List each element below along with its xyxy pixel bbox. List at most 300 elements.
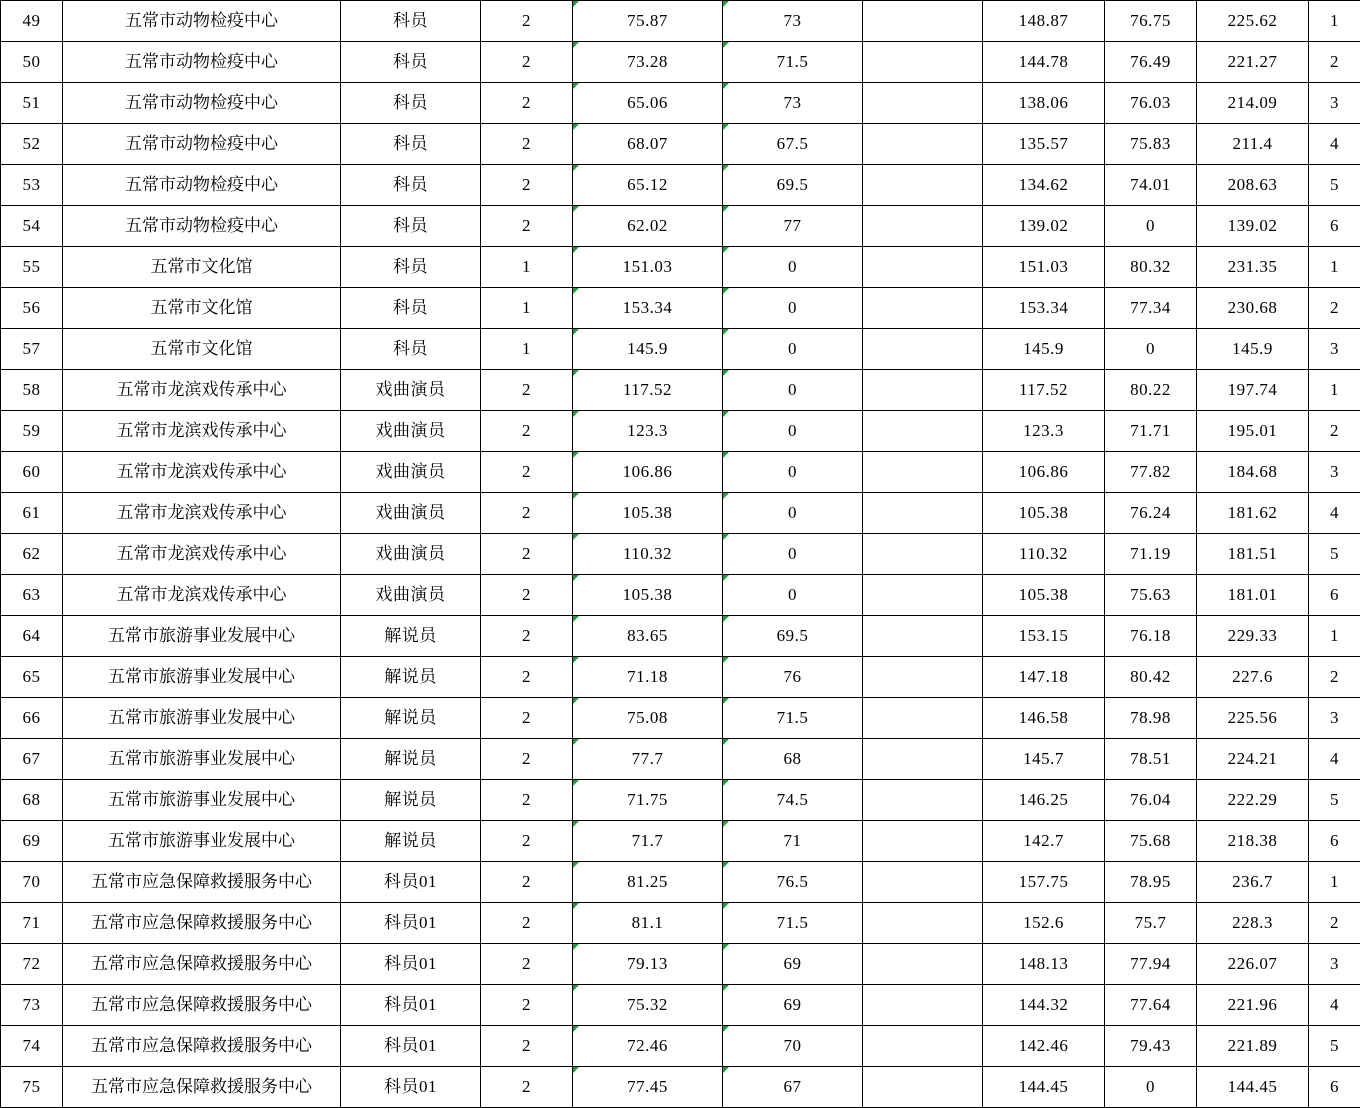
written-score[interactable]: 151.03 <box>573 247 723 288</box>
row-index[interactable]: 54 <box>1 206 63 247</box>
written-score[interactable]: 83.65 <box>573 616 723 657</box>
written-total[interactable]: 144.32 <box>983 985 1105 1026</box>
rank-value[interactable]: 3 <box>1309 698 1360 739</box>
post-name[interactable]: 解说员 <box>341 780 481 821</box>
interview-score[interactable]: 77.94 <box>1105 944 1197 985</box>
recruit-count[interactable]: 2 <box>481 42 573 83</box>
interview-score[interactable]: 0 <box>1105 329 1197 370</box>
unit-name[interactable]: 五常市龙滨戏传承中心 <box>63 411 341 452</box>
unit-name[interactable]: 五常市应急保障救援服务中心 <box>63 985 341 1026</box>
written-score[interactable]: 68.07 <box>573 124 723 165</box>
written-score[interactable]: 62.02 <box>573 206 723 247</box>
row-index[interactable]: 65 <box>1 657 63 698</box>
recruit-count[interactable]: 2 <box>481 83 573 124</box>
recruit-count[interactable]: 1 <box>481 247 573 288</box>
post-name[interactable]: 科员 <box>341 206 481 247</box>
final-total[interactable]: 184.68 <box>1197 452 1309 493</box>
written-total[interactable]: 144.78 <box>983 42 1105 83</box>
interview-score[interactable]: 76.49 <box>1105 42 1197 83</box>
recruit-count[interactable]: 2 <box>481 903 573 944</box>
post-name[interactable]: 戏曲演员 <box>341 493 481 534</box>
final-total[interactable]: 224.21 <box>1197 739 1309 780</box>
written-score[interactable]: 65.06 <box>573 83 723 124</box>
post-name[interactable]: 戏曲演员 <box>341 411 481 452</box>
unit-name[interactable]: 五常市应急保障救援服务中心 <box>63 944 341 985</box>
unit-name[interactable]: 五常市动物检疫中心 <box>63 83 341 124</box>
interview-score[interactable]: 80.32 <box>1105 247 1197 288</box>
bonus-score[interactable]: 69 <box>723 985 863 1026</box>
row-index[interactable]: 61 <box>1 493 63 534</box>
post-name[interactable]: 科员 <box>341 1 481 42</box>
recruit-count[interactable]: 2 <box>481 534 573 575</box>
unit-name[interactable]: 五常市文化馆 <box>63 329 341 370</box>
post-name[interactable]: 解说员 <box>341 698 481 739</box>
blank-cell[interactable] <box>863 411 983 452</box>
written-score[interactable]: 71.18 <box>573 657 723 698</box>
blank-cell[interactable] <box>863 1026 983 1067</box>
unit-name[interactable]: 五常市旅游事业发展中心 <box>63 616 341 657</box>
rank-value[interactable]: 3 <box>1309 944 1360 985</box>
rank-value[interactable]: 6 <box>1309 821 1360 862</box>
unit-name[interactable]: 五常市应急保障救援服务中心 <box>63 903 341 944</box>
interview-score[interactable]: 80.22 <box>1105 370 1197 411</box>
interview-score[interactable]: 77.34 <box>1105 288 1197 329</box>
bonus-score[interactable]: 67.5 <box>723 124 863 165</box>
unit-name[interactable]: 五常市动物检疫中心 <box>63 1 341 42</box>
interview-score[interactable]: 80.42 <box>1105 657 1197 698</box>
written-total[interactable]: 105.38 <box>983 575 1105 616</box>
unit-name[interactable]: 五常市动物检疫中心 <box>63 206 341 247</box>
interview-score[interactable]: 78.95 <box>1105 862 1197 903</box>
row-index[interactable]: 74 <box>1 1026 63 1067</box>
written-total[interactable]: 142.7 <box>983 821 1105 862</box>
blank-cell[interactable] <box>863 493 983 534</box>
final-total[interactable]: 197.74 <box>1197 370 1309 411</box>
unit-name[interactable]: 五常市应急保障救援服务中心 <box>63 1026 341 1067</box>
blank-cell[interactable] <box>863 1067 983 1108</box>
final-total[interactable]: 236.7 <box>1197 862 1309 903</box>
written-score[interactable]: 71.75 <box>573 780 723 821</box>
bonus-score[interactable]: 0 <box>723 575 863 616</box>
written-score[interactable]: 65.12 <box>573 165 723 206</box>
written-total[interactable]: 146.25 <box>983 780 1105 821</box>
bonus-score[interactable]: 71.5 <box>723 903 863 944</box>
written-score[interactable]: 77.45 <box>573 1067 723 1108</box>
unit-name[interactable]: 五常市旅游事业发展中心 <box>63 780 341 821</box>
interview-score[interactable]: 79.43 <box>1105 1026 1197 1067</box>
final-total[interactable]: 218.38 <box>1197 821 1309 862</box>
interview-score[interactable]: 78.51 <box>1105 739 1197 780</box>
row-index[interactable]: 51 <box>1 83 63 124</box>
unit-name[interactable]: 五常市龙滨戏传承中心 <box>63 370 341 411</box>
written-score[interactable]: 81.1 <box>573 903 723 944</box>
final-total[interactable]: 181.01 <box>1197 575 1309 616</box>
unit-name[interactable]: 五常市龙滨戏传承中心 <box>63 575 341 616</box>
bonus-score[interactable]: 0 <box>723 370 863 411</box>
written-score[interactable]: 73.28 <box>573 42 723 83</box>
blank-cell[interactable] <box>863 124 983 165</box>
post-name[interactable]: 科员01 <box>341 944 481 985</box>
post-name[interactable]: 科员 <box>341 247 481 288</box>
final-total[interactable]: 221.89 <box>1197 1026 1309 1067</box>
recruit-count[interactable]: 2 <box>481 739 573 780</box>
final-total[interactable]: 222.29 <box>1197 780 1309 821</box>
rank-value[interactable]: 5 <box>1309 780 1360 821</box>
post-name[interactable]: 戏曲演员 <box>341 452 481 493</box>
recruit-count[interactable]: 2 <box>481 165 573 206</box>
blank-cell[interactable] <box>863 698 983 739</box>
bonus-score[interactable]: 69 <box>723 944 863 985</box>
post-name[interactable]: 解说员 <box>341 821 481 862</box>
written-total[interactable]: 148.13 <box>983 944 1105 985</box>
written-score[interactable]: 105.38 <box>573 575 723 616</box>
rank-value[interactable]: 1 <box>1309 862 1360 903</box>
final-total[interactable]: 225.56 <box>1197 698 1309 739</box>
written-total[interactable]: 153.34 <box>983 288 1105 329</box>
row-index[interactable]: 49 <box>1 1 63 42</box>
rank-value[interactable]: 6 <box>1309 575 1360 616</box>
interview-score[interactable]: 75.68 <box>1105 821 1197 862</box>
recruit-count[interactable]: 1 <box>481 329 573 370</box>
rank-value[interactable]: 2 <box>1309 411 1360 452</box>
row-index[interactable]: 64 <box>1 616 63 657</box>
post-name[interactable]: 戏曲演员 <box>341 575 481 616</box>
post-name[interactable]: 解说员 <box>341 739 481 780</box>
post-name[interactable]: 科员01 <box>341 985 481 1026</box>
blank-cell[interactable] <box>863 575 983 616</box>
rank-value[interactable]: 1 <box>1309 1 1360 42</box>
interview-score[interactable]: 77.64 <box>1105 985 1197 1026</box>
unit-name[interactable]: 五常市应急保障救援服务中心 <box>63 1067 341 1108</box>
interview-score[interactable]: 76.75 <box>1105 1 1197 42</box>
final-total[interactable]: 227.6 <box>1197 657 1309 698</box>
row-index[interactable]: 50 <box>1 42 63 83</box>
post-name[interactable]: 科员 <box>341 288 481 329</box>
bonus-score[interactable]: 0 <box>723 411 863 452</box>
written-total[interactable]: 139.02 <box>983 206 1105 247</box>
post-name[interactable]: 科员 <box>341 165 481 206</box>
written-total[interactable]: 145.9 <box>983 329 1105 370</box>
bonus-score[interactable]: 71.5 <box>723 698 863 739</box>
final-total[interactable]: 231.35 <box>1197 247 1309 288</box>
unit-name[interactable]: 五常市动物检疫中心 <box>63 42 341 83</box>
unit-name[interactable]: 五常市龙滨戏传承中心 <box>63 493 341 534</box>
blank-cell[interactable] <box>863 329 983 370</box>
unit-name[interactable]: 五常市动物检疫中心 <box>63 124 341 165</box>
written-total[interactable]: 152.6 <box>983 903 1105 944</box>
row-index[interactable]: 63 <box>1 575 63 616</box>
unit-name[interactable]: 五常市龙滨戏传承中心 <box>63 452 341 493</box>
bonus-score[interactable]: 0 <box>723 247 863 288</box>
blank-cell[interactable] <box>863 657 983 698</box>
post-name[interactable]: 科员 <box>341 83 481 124</box>
written-score[interactable]: 117.52 <box>573 370 723 411</box>
bonus-score[interactable]: 67 <box>723 1067 863 1108</box>
recruit-count[interactable]: 2 <box>481 985 573 1026</box>
final-total[interactable]: 208.63 <box>1197 165 1309 206</box>
row-index[interactable]: 70 <box>1 862 63 903</box>
row-index[interactable]: 71 <box>1 903 63 944</box>
bonus-score[interactable]: 76.5 <box>723 862 863 903</box>
row-index[interactable]: 52 <box>1 124 63 165</box>
unit-name[interactable]: 五常市龙滨戏传承中心 <box>63 534 341 575</box>
interview-score[interactable]: 77.82 <box>1105 452 1197 493</box>
blank-cell[interactable] <box>863 42 983 83</box>
post-name[interactable]: 戏曲演员 <box>341 370 481 411</box>
row-index[interactable]: 53 <box>1 165 63 206</box>
rank-value[interactable]: 5 <box>1309 534 1360 575</box>
interview-score[interactable]: 0 <box>1105 206 1197 247</box>
recruit-count[interactable]: 2 <box>481 1067 573 1108</box>
interview-score[interactable]: 71.19 <box>1105 534 1197 575</box>
unit-name[interactable]: 五常市旅游事业发展中心 <box>63 821 341 862</box>
written-total[interactable]: 117.52 <box>983 370 1105 411</box>
written-total[interactable]: 151.03 <box>983 247 1105 288</box>
bonus-score[interactable]: 68 <box>723 739 863 780</box>
row-index[interactable]: 67 <box>1 739 63 780</box>
row-index[interactable]: 57 <box>1 329 63 370</box>
row-index[interactable]: 73 <box>1 985 63 1026</box>
bonus-score[interactable]: 69.5 <box>723 616 863 657</box>
written-total[interactable]: 106.86 <box>983 452 1105 493</box>
blank-cell[interactable] <box>863 534 983 575</box>
rank-value[interactable]: 2 <box>1309 657 1360 698</box>
bonus-score[interactable]: 73 <box>723 1 863 42</box>
recruit-count[interactable]: 2 <box>481 411 573 452</box>
written-score[interactable]: 77.7 <box>573 739 723 780</box>
written-total[interactable]: 146.58 <box>983 698 1105 739</box>
final-total[interactable]: 181.51 <box>1197 534 1309 575</box>
table-row <box>1 329 1360 370</box>
blank-cell[interactable] <box>863 288 983 329</box>
blank-cell[interactable] <box>863 370 983 411</box>
blank-cell[interactable] <box>863 944 983 985</box>
rank-value[interactable]: 2 <box>1309 903 1360 944</box>
recruit-count[interactable]: 1 <box>481 288 573 329</box>
interview-score[interactable]: 78.98 <box>1105 698 1197 739</box>
unit-name[interactable]: 五常市旅游事业发展中心 <box>63 698 341 739</box>
unit-name[interactable]: 五常市旅游事业发展中心 <box>63 657 341 698</box>
final-total[interactable]: 226.07 <box>1197 944 1309 985</box>
table-row <box>1 862 1360 903</box>
bonus-score[interactable]: 77 <box>723 206 863 247</box>
rank-value[interactable]: 1 <box>1309 370 1360 411</box>
blank-cell[interactable] <box>863 165 983 206</box>
rank-value[interactable]: 6 <box>1309 206 1360 247</box>
written-score[interactable]: 105.38 <box>573 493 723 534</box>
recruit-count[interactable]: 2 <box>481 657 573 698</box>
recruit-count[interactable]: 2 <box>481 616 573 657</box>
bonus-score[interactable]: 0 <box>723 534 863 575</box>
recruit-count[interactable]: 2 <box>481 124 573 165</box>
recruit-count[interactable]: 2 <box>481 944 573 985</box>
row-index[interactable]: 68 <box>1 780 63 821</box>
final-total[interactable]: 211.4 <box>1197 124 1309 165</box>
rank-value[interactable]: 4 <box>1309 985 1360 1026</box>
written-score[interactable]: 71.7 <box>573 821 723 862</box>
written-score[interactable]: 75.87 <box>573 1 723 42</box>
row-index[interactable]: 56 <box>1 288 63 329</box>
written-total[interactable]: 147.18 <box>983 657 1105 698</box>
interview-score[interactable]: 76.04 <box>1105 780 1197 821</box>
final-total[interactable]: 228.3 <box>1197 903 1309 944</box>
rank-value[interactable]: 4 <box>1309 739 1360 780</box>
blank-cell[interactable] <box>863 985 983 1026</box>
final-total[interactable]: 230.68 <box>1197 288 1309 329</box>
bonus-score[interactable]: 74.5 <box>723 780 863 821</box>
bonus-score[interactable]: 0 <box>723 288 863 329</box>
unit-name[interactable]: 五常市文化馆 <box>63 288 341 329</box>
blank-cell[interactable] <box>863 780 983 821</box>
final-total[interactable]: 181.62 <box>1197 493 1309 534</box>
written-score[interactable]: 75.08 <box>573 698 723 739</box>
interview-score[interactable]: 75.63 <box>1105 575 1197 616</box>
rank-value[interactable]: 2 <box>1309 42 1360 83</box>
written-score[interactable]: 145.9 <box>573 329 723 370</box>
rank-value[interactable]: 1 <box>1309 247 1360 288</box>
post-name[interactable]: 科员 <box>341 329 481 370</box>
bonus-score[interactable]: 70 <box>723 1026 863 1067</box>
bonus-score[interactable]: 0 <box>723 493 863 534</box>
bonus-score[interactable]: 73 <box>723 83 863 124</box>
bonus-score[interactable]: 0 <box>723 329 863 370</box>
post-name[interactable]: 解说员 <box>341 657 481 698</box>
final-total[interactable]: 144.45 <box>1197 1067 1309 1108</box>
post-name[interactable]: 解说员 <box>341 616 481 657</box>
row-index[interactable]: 62 <box>1 534 63 575</box>
recruit-count[interactable]: 2 <box>481 452 573 493</box>
blank-cell[interactable] <box>863 1 983 42</box>
blank-cell[interactable] <box>863 616 983 657</box>
written-score[interactable]: 153.34 <box>573 288 723 329</box>
written-total[interactable]: 157.75 <box>983 862 1105 903</box>
post-name[interactable]: 科员01 <box>341 1026 481 1067</box>
rank-value[interactable]: 6 <box>1309 1067 1360 1108</box>
written-score[interactable]: 81.25 <box>573 862 723 903</box>
row-index[interactable]: 58 <box>1 370 63 411</box>
post-name[interactable]: 科员01 <box>341 862 481 903</box>
written-total[interactable]: 123.3 <box>983 411 1105 452</box>
written-total[interactable]: 135.57 <box>983 124 1105 165</box>
table-row <box>1 739 1360 780</box>
post-name[interactable]: 科员 <box>341 124 481 165</box>
written-total[interactable]: 144.45 <box>983 1067 1105 1108</box>
rank-value[interactable]: 1 <box>1309 616 1360 657</box>
unit-name[interactable]: 五常市应急保障救援服务中心 <box>63 862 341 903</box>
blank-cell[interactable] <box>863 83 983 124</box>
unit-name[interactable]: 五常市旅游事业发展中心 <box>63 739 341 780</box>
row-index[interactable]: 75 <box>1 1067 63 1108</box>
rank-value[interactable]: 3 <box>1309 329 1360 370</box>
row-index[interactable]: 66 <box>1 698 63 739</box>
unit-name[interactable]: 五常市文化馆 <box>63 247 341 288</box>
interview-score[interactable]: 0 <box>1105 1067 1197 1108</box>
written-score[interactable]: 110.32 <box>573 534 723 575</box>
written-score[interactable]: 72.46 <box>573 1026 723 1067</box>
row-index[interactable]: 69 <box>1 821 63 862</box>
final-total[interactable]: 221.96 <box>1197 985 1309 1026</box>
interview-score[interactable]: 76.24 <box>1105 493 1197 534</box>
final-total[interactable]: 145.9 <box>1197 329 1309 370</box>
bonus-score[interactable]: 0 <box>723 452 863 493</box>
written-score[interactable]: 79.13 <box>573 944 723 985</box>
final-total[interactable]: 139.02 <box>1197 206 1309 247</box>
written-total[interactable]: 145.7 <box>983 739 1105 780</box>
written-total[interactable]: 105.38 <box>983 493 1105 534</box>
interview-score[interactable]: 75.7 <box>1105 903 1197 944</box>
bonus-score[interactable]: 71.5 <box>723 42 863 83</box>
blank-cell[interactable] <box>863 862 983 903</box>
recruit-count[interactable]: 2 <box>481 862 573 903</box>
interview-score[interactable]: 74.01 <box>1105 165 1197 206</box>
final-total[interactable]: 225.62 <box>1197 1 1309 42</box>
unit-name[interactable]: 五常市动物检疫中心 <box>63 165 341 206</box>
rank-value[interactable]: 3 <box>1309 452 1360 493</box>
recruit-count[interactable]: 2 <box>481 698 573 739</box>
post-name[interactable]: 戏曲演员 <box>341 534 481 575</box>
rank-value[interactable]: 4 <box>1309 493 1360 534</box>
interview-score[interactable]: 76.18 <box>1105 616 1197 657</box>
row-index[interactable]: 59 <box>1 411 63 452</box>
final-total[interactable]: 229.33 <box>1197 616 1309 657</box>
interview-score[interactable]: 75.83 <box>1105 124 1197 165</box>
recruit-count[interactable]: 2 <box>481 780 573 821</box>
recruit-count[interactable]: 2 <box>481 821 573 862</box>
rank-value[interactable]: 3 <box>1309 83 1360 124</box>
interview-score[interactable]: 71.71 <box>1105 411 1197 452</box>
recruit-count[interactable]: 2 <box>481 206 573 247</box>
row-index[interactable]: 55 <box>1 247 63 288</box>
interview-score[interactable]: 76.03 <box>1105 83 1197 124</box>
written-score[interactable]: 75.32 <box>573 985 723 1026</box>
blank-cell[interactable] <box>863 821 983 862</box>
final-total[interactable]: 214.09 <box>1197 83 1309 124</box>
blank-cell[interactable] <box>863 206 983 247</box>
blank-cell[interactable] <box>863 739 983 780</box>
row-index[interactable]: 72 <box>1 944 63 985</box>
bonus-score[interactable]: 71 <box>723 821 863 862</box>
blank-cell[interactable] <box>863 903 983 944</box>
blank-cell[interactable] <box>863 247 983 288</box>
bonus-score[interactable]: 76 <box>723 657 863 698</box>
bonus-score[interactable]: 69.5 <box>723 165 863 206</box>
recruit-count[interactable]: 2 <box>481 493 573 534</box>
post-name[interactable]: 科员 <box>341 42 481 83</box>
post-name[interactable]: 科员01 <box>341 1067 481 1108</box>
written-total[interactable]: 110.32 <box>983 534 1105 575</box>
blank-cell[interactable] <box>863 452 983 493</box>
written-total[interactable]: 138.06 <box>983 83 1105 124</box>
final-total[interactable]: 195.01 <box>1197 411 1309 452</box>
written-total[interactable]: 134.62 <box>983 165 1105 206</box>
written-score[interactable]: 106.86 <box>573 452 723 493</box>
rank-value[interactable]: 5 <box>1309 165 1360 206</box>
recruit-count[interactable]: 2 <box>481 1 573 42</box>
post-name[interactable]: 科员01 <box>341 903 481 944</box>
recruit-count[interactable]: 2 <box>481 370 573 411</box>
written-total[interactable]: 153.15 <box>983 616 1105 657</box>
written-score[interactable]: 123.3 <box>573 411 723 452</box>
rank-value[interactable]: 2 <box>1309 288 1360 329</box>
rank-value[interactable]: 4 <box>1309 124 1360 165</box>
written-total[interactable]: 148.87 <box>983 1 1105 42</box>
recruit-count[interactable]: 2 <box>481 575 573 616</box>
recruit-count[interactable]: 2 <box>481 1026 573 1067</box>
final-total[interactable]: 221.27 <box>1197 42 1309 83</box>
rank-value[interactable]: 5 <box>1309 1026 1360 1067</box>
written-total[interactable]: 142.46 <box>983 1026 1105 1067</box>
row-index[interactable]: 60 <box>1 452 63 493</box>
